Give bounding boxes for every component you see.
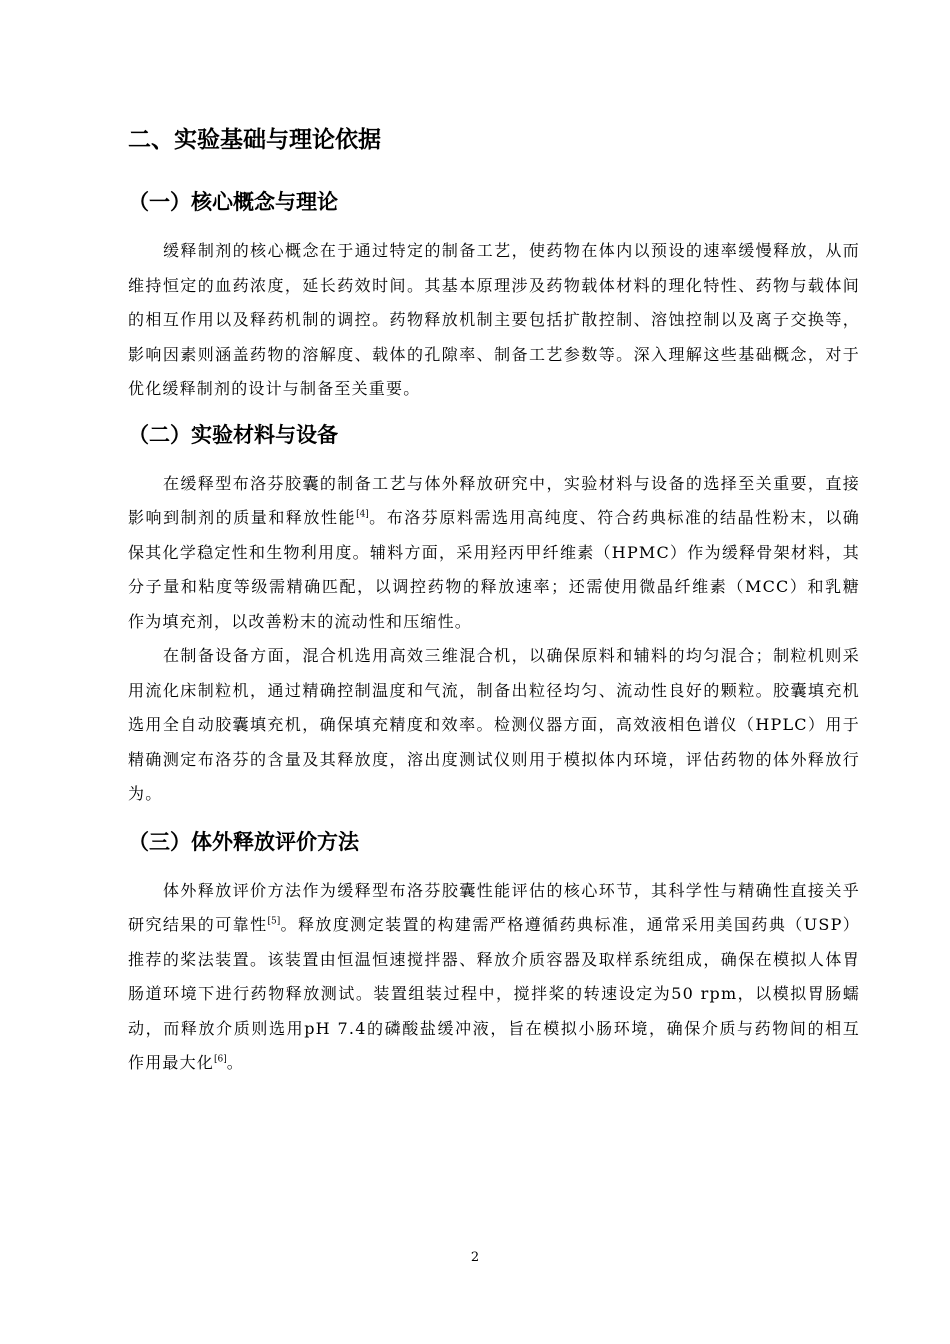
chapter-heading: 二、实验基础与理论依据 [128,127,381,153]
citation-6: [6] [214,1054,227,1065]
paragraph-text: 体外释放评价方法作为缓释型布洛芬胶囊性能评估的核心环节，其科学性与精确性直接关乎研究结果的可靠性 [128,880,860,934]
citation-5: [5] [267,916,281,927]
paragraph-text: 。释放度测定装置的构建需严格遵循药典标准，通常采用美国药典（USP）推荐的桨法装置。该装置由恒温恒速搅拌器、释放介质容器及取样系统组成，确保在模拟人体胃肠道环境下进行药物释放测试。装置组装过程中，搅拌桨的转速设定为50 rpm，以模拟胃肠蠕动，而释放介质则选用pH 7.4的磷酸盐缓冲液，旨在模拟小肠环境，确保介质与药物间的相互作用最大化 [128,915,860,1072]
page-content [128,118,860,1081]
paragraph-text: 。 [226,1053,244,1072]
section-3-title: （三）体外释放评价方法 [128,829,359,854]
paragraph-text: 。布洛芬原料需选用高纯度、符合药典标准的结晶性粉末，以确保其化学稳定性和生物利用度。辅料方面，采用羟丙甲纤维素（HPMC）作为缓释骨架材料，其分子量和粘度等级需精确匹配，以调控药物的释放速率；还需使用微晶纤维素（MCC）和乳糖作为填充剂，以改善粉末的流动性和压缩性。 [128,508,860,631]
section-1-paragraph-1: 缓释制剂的核心概念在于通过特定的制备工艺，使药物在体内以预设的速率缓慢释放，从而维持恒定的血药浓度，延长药效时间。其基本原理涉及药物载体材料的理化特性、药物与载体间的相互作用以及释药机制的调控。药物释放机制主要包括扩散控制、溶蚀控制以及离子交换等，影响因素则涵盖药物的溶解度、载体的孔隙率、制备工艺参数等。深入理解这些基础概念，对于优化缓释制剂的设计与制备至关重要。 [128,241,860,398]
paragraph-text: 在缓释型布洛芬胶囊的制备工艺与体外释放研究中，实验材料与设备的选择至关重要，直接影响到制剂的质量和释放性能 [128,473,860,527]
citation-4: [4] [356,509,369,520]
page-number: 2 [470,1250,480,1265]
section-2-paragraph-2: 在制备设备方面，混合机选用高效三维混合机，以确保原料和辅料的均匀混合；制粒机则采用流化床制粒机，通过精确控制温度和气流，制备出粒径均匀、流动性良好的颗粒。胶囊填充机选用全自动胶囊填充机，确保填充精度和效率。检测仪器方面，高效液相色谱仪（HPLC）用于精确测定布洛芬的含量及其释放度，溶出度测试仪则用于模拟体内环境，评估药物的体外释放行为。 [128,646,860,803]
section-3-paragraph-1 [128,874,860,1081]
section-2-paragraph-1 [128,467,860,640]
section-1-title: （一）核心概念与理论 [128,190,338,214]
section-2-title: （二）实验材料与设备 [128,422,338,447]
